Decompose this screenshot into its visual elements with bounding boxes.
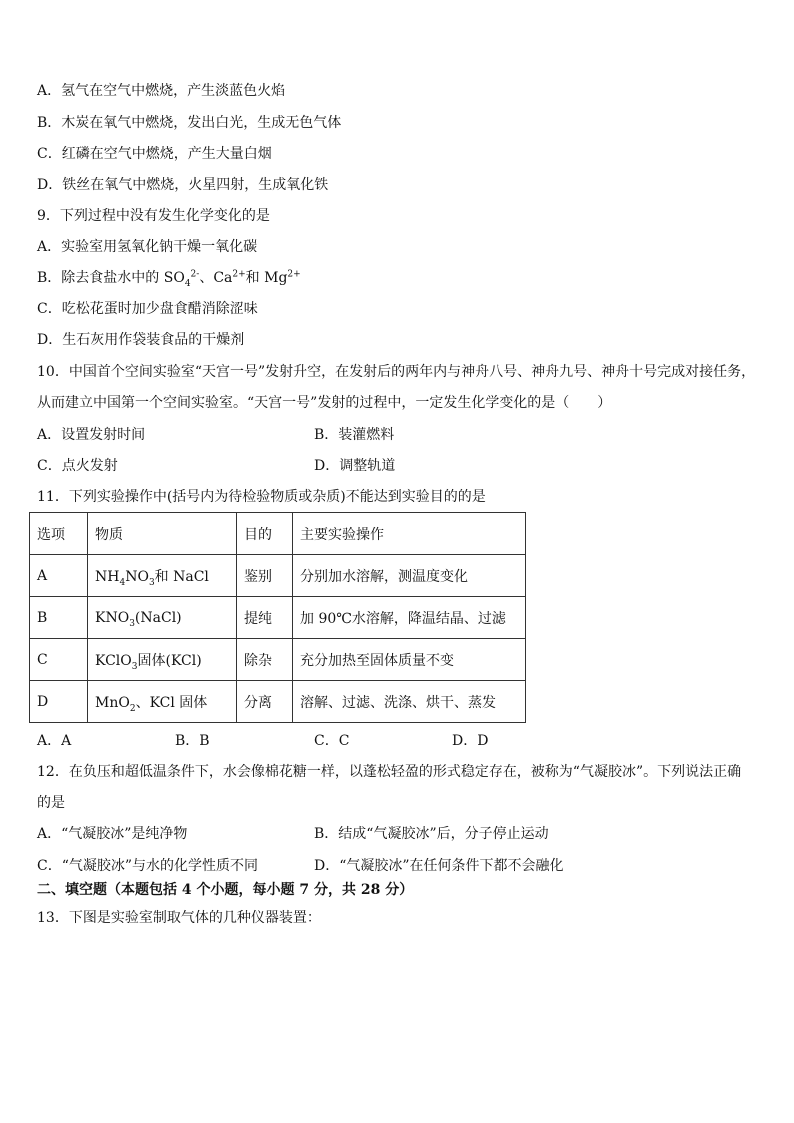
table-row [30, 597, 526, 639]
table-header-cell: 主要实验操作 [293, 513, 526, 555]
table-cell-substance: $KNO_3(NaCl)$ [88, 597, 237, 639]
table-cell-substance: $NH_4NO_3$和 NaCl [88, 555, 237, 597]
q12-option-c: C．“气凝胶冰”与水的化学性质不同 [37, 858, 259, 874]
table-header-row [30, 513, 526, 555]
q11-option-c: C．C [314, 733, 350, 749]
table-row [30, 555, 526, 597]
table-cell-operation: 溶解、过滤、洗涤、烘干、蒸发 [293, 681, 526, 723]
q12-option-a: A．“气凝胶冰”是纯净物 [37, 826, 188, 842]
q9-stem: 9．下列过程中没有发生化学变化的是 [37, 208, 270, 224]
q8-option-d: D．铁丝在氧气中燃烧，火星四射，生成氧化铁 [37, 177, 329, 193]
q8-option-c: C．红磷在空气中燃烧，产生大量白烟 [37, 146, 272, 162]
q10-stem-line1: 10．中国首个空间实验室“天宫一号”发射升空，在发射后的两年内与神舟八号、神舟九号、神舟十号完成对接任务， [37, 364, 756, 380]
table-header-cell: 目的 [237, 513, 293, 555]
table-cell-option: B [30, 597, 88, 639]
table-cell-option: C [30, 639, 88, 681]
table-row [30, 681, 526, 723]
q13-stem: 13．下图是实验室制取气体的几种仪器装置： [37, 910, 321, 926]
q10-stem-line2: 从而建立中国第一个空间实验室。“天宫一号”发射的过程中，一定发生化学变化的是（ ） [37, 395, 612, 411]
q9-option-b: B．除去食盐水中的 $SO_4^{2-}$、$Ca^{2+}$和 $Mg^{2+}$ [37, 269, 301, 289]
table-cell-substance: MnO$_2$、KCl 固体 [88, 681, 237, 723]
q8-option-b: B．木炭在氧气中燃烧，发出白光，生成无色气体 [37, 115, 342, 131]
q12-stem-line1: 12．在负压和超低温条件下，水会像棉花糖一样，以蓬松轻盈的形式稳定存在，被称为“气凝胶冰”。下列说法正确 [37, 764, 742, 780]
table-header-cell: 选项 [30, 513, 88, 555]
q12-option-b: B．结成“气凝胶冰”后，分子停止运动 [314, 826, 549, 842]
q11-stem: 11．下列实验操作中(括号内为待检验物质或杂质)不能达到实验目的的是 [37, 489, 486, 505]
q10-option-b: B．装灌燃料 [314, 427, 395, 443]
q10-option-a: A．设置发射时间 [37, 427, 146, 443]
table-row [30, 639, 526, 681]
table-cell-operation: 分别加水溶解，测温度变化 [293, 555, 526, 597]
table-cell-option: A [30, 555, 88, 597]
table-cell-purpose: 提纯 [237, 597, 293, 639]
table-cell-purpose: 除杂 [237, 639, 293, 681]
q9-option-c: C．吃松花蛋时加少盘食醋消除涩味 [37, 301, 258, 317]
q11-option-a: A．A [37, 733, 72, 749]
table-cell-operation: 充分加热至固体质量不变 [293, 639, 526, 681]
q8-option-a: A．氢气在空气中燃烧，产生淡蓝色火焰 [37, 83, 286, 99]
table-header-cell: 物质 [88, 513, 237, 555]
q10-option-d: D．调整轨道 [314, 458, 396, 474]
q11-option-d: D．D [452, 733, 489, 749]
q10-option-c: C．点火发射 [37, 458, 118, 474]
table-cell-substance: KClO$_3$固体(KCl) [88, 639, 237, 681]
table-cell-purpose: 分离 [237, 681, 293, 723]
table-cell-purpose: 鉴别 [237, 555, 293, 597]
q11-table [29, 512, 526, 723]
q12-stem-line2: 的是 [37, 795, 65, 811]
q9-option-d: D．生石灰用作袋装食品的干燥剂 [37, 332, 245, 348]
q9-option-a: A．实验室用氢氧化钠干燥一氧化碳 [37, 239, 258, 255]
table-cell-operation: 加 90℃水溶解，降温结晶、过滤 [293, 597, 526, 639]
section-title: 二、填空题（本题包括 4 个小题，每小题 7 分，共 28 分） [37, 882, 414, 898]
q11-option-b: B．B [175, 733, 210, 749]
table-cell-option: D [30, 681, 88, 723]
q12-option-d: D．“气凝胶冰”在任何条件下都不会融化 [314, 858, 564, 874]
